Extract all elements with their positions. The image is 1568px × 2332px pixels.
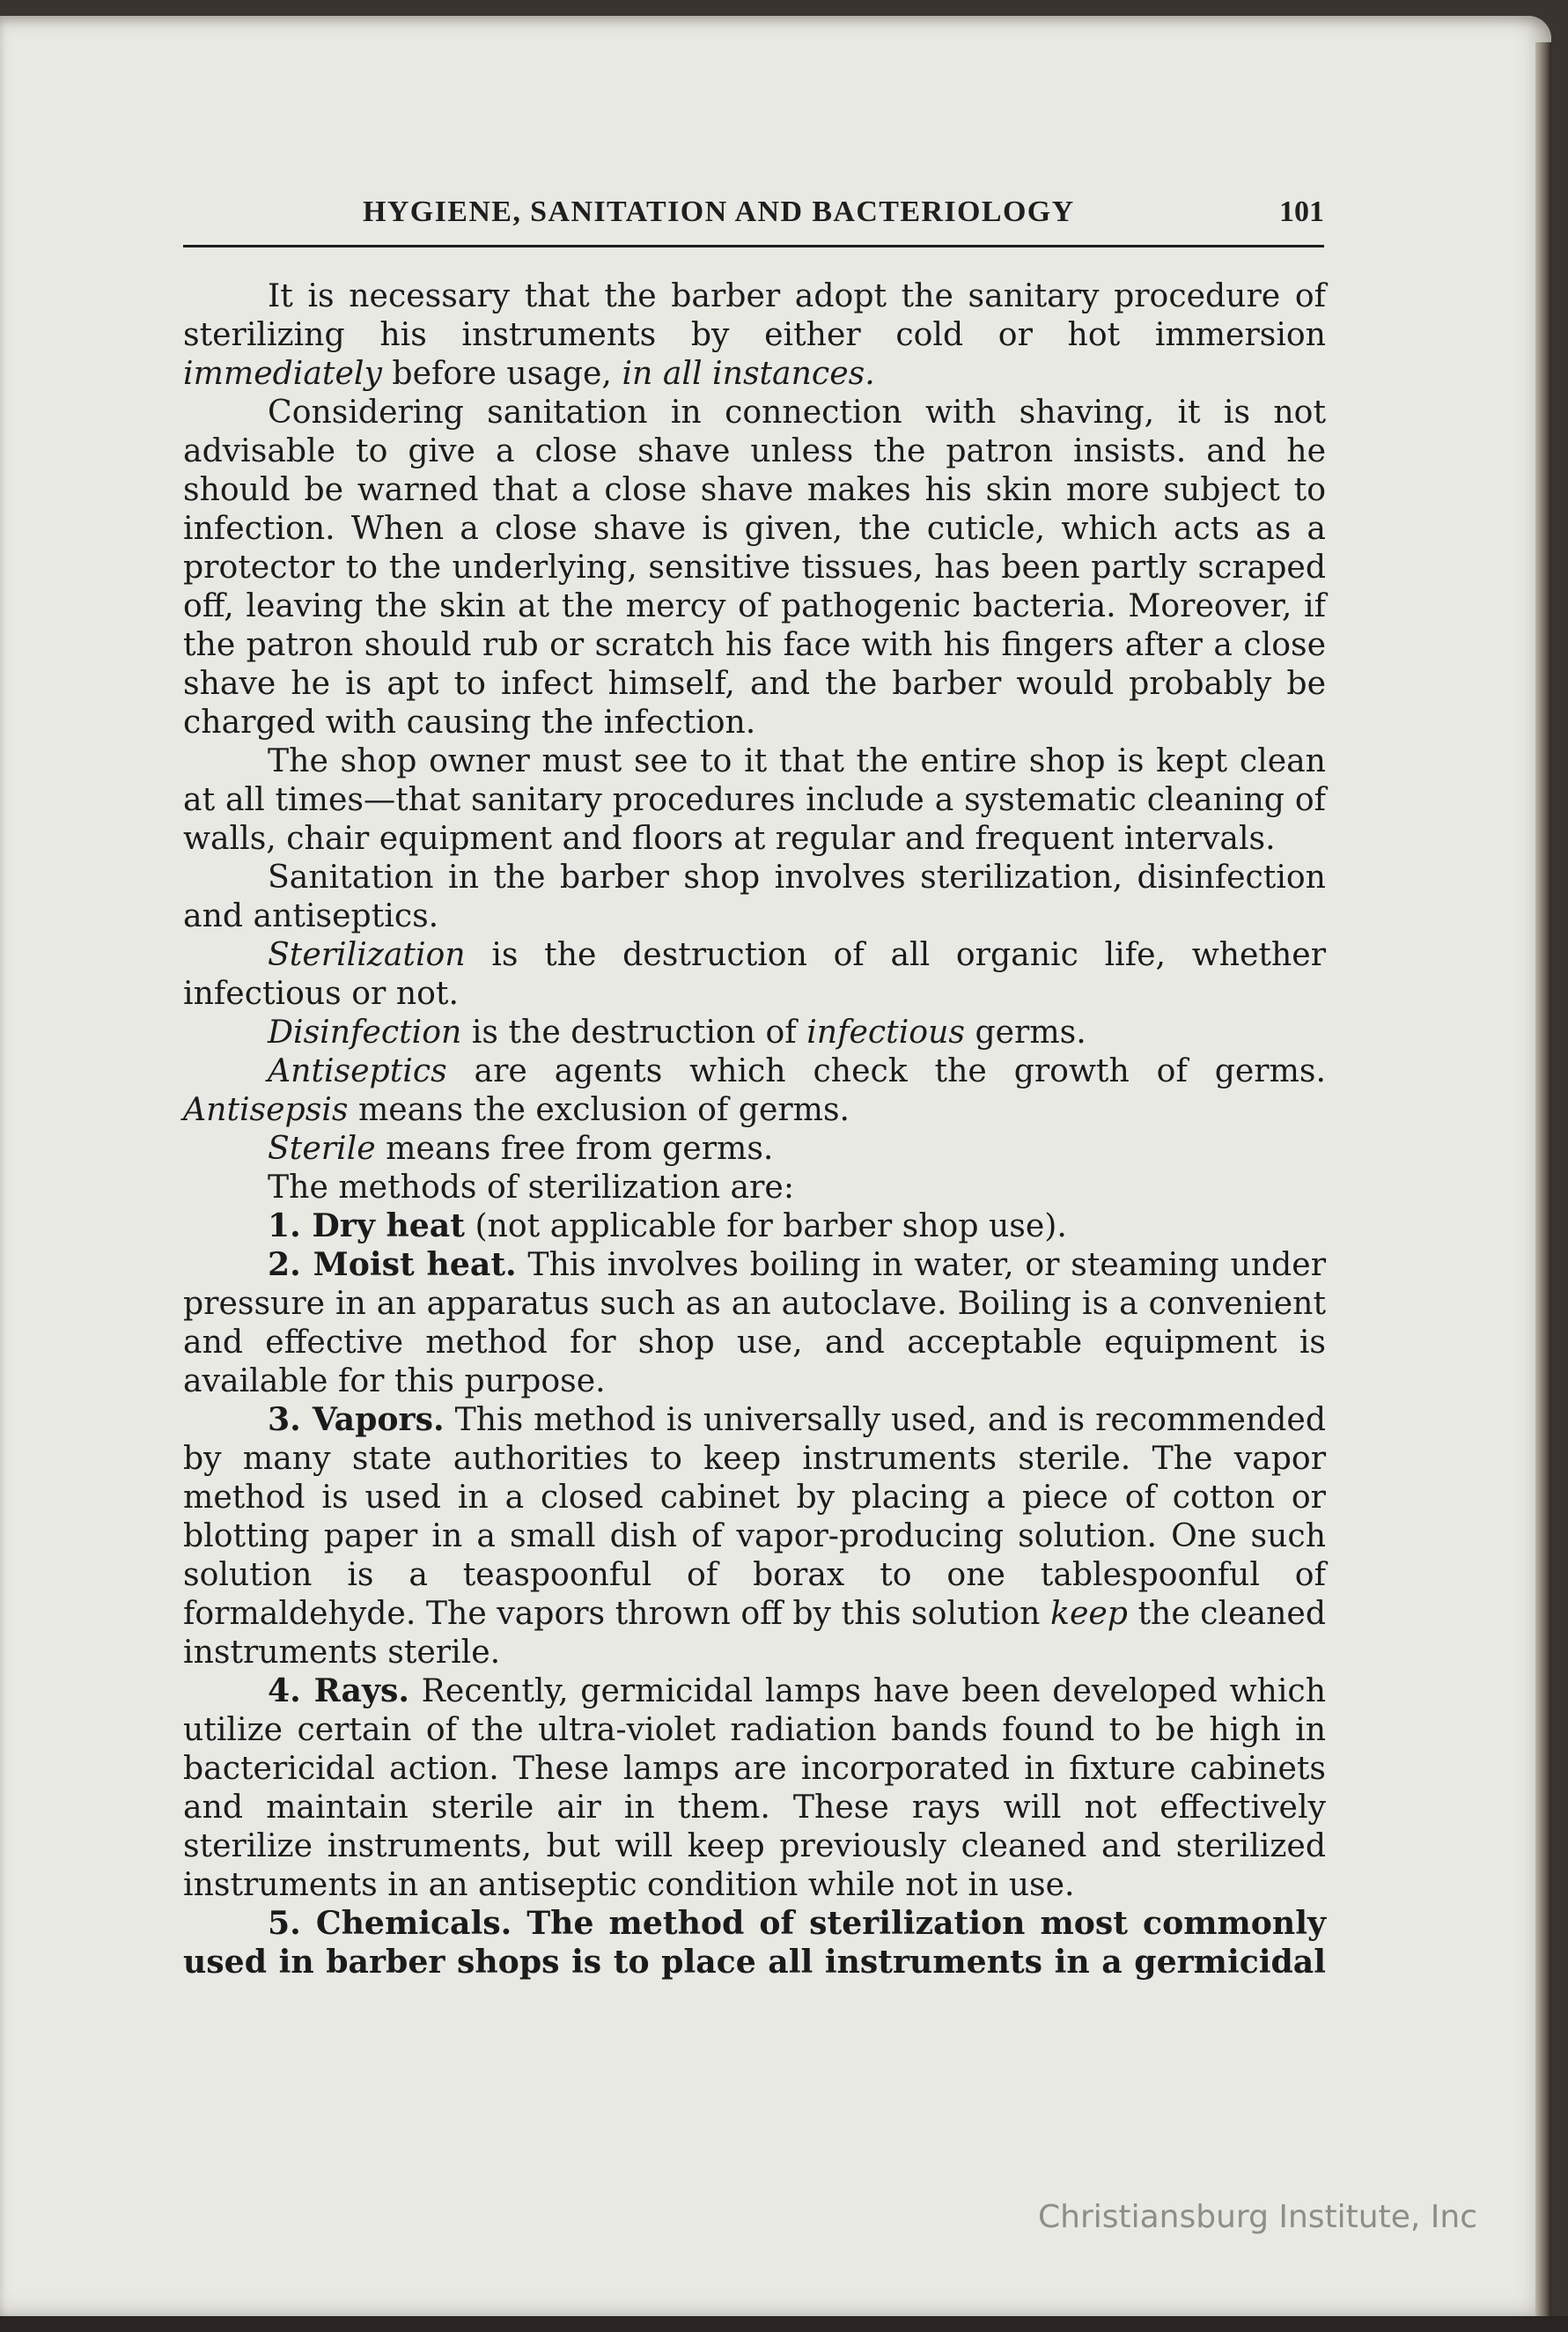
- paragraph-1: [183, 277, 1326, 393]
- paragraph-2: Considering sanitation in connection with shaving, it is not advisable to give a close shave unless the patron insists. and he should be warned that a close shave makes his skin more subject to infection. When a close shave is given, the cuticle, which acts as a protector to the underlying, sensitive tissues, has been partly scraped off, leaving the skin at the mercy of pathogenic bacteria. Moreover, if the patron should rub or scratch his face with his fingers after a close shave he is apt to infect himself, and the barber would probably be charged with causing the infection.: [183, 393, 1326, 741]
- definition-text: germs.: [964, 1013, 1086, 1051]
- term-disinfection: Disinfection: [268, 1013, 462, 1051]
- method-text: This involves boiling in water, or steaming under pressure in an apparatus such as an autoclave. Boiling is a convenient and effective method for shop use, and acceptable equipment is available for this purpose.: [183, 1245, 1326, 1399]
- watermark: Christiansburg Institute, Inc: [1037, 2199, 1477, 2235]
- definition-antiseptics: [183, 1052, 1326, 1090]
- page-number: 101: [1279, 196, 1324, 228]
- definition-text: means the exclusion of germs.: [348, 1090, 850, 1128]
- definition-text: means free from germs.: [375, 1129, 774, 1167]
- definition-text: is the destruction of: [461, 1013, 807, 1051]
- p1-text-b: before usage,: [381, 354, 622, 392]
- method-rays: [183, 1672, 1326, 1904]
- method-label: 3. Vapors.: [268, 1400, 445, 1438]
- definition-text: are agents which check the growth of germs.: [446, 1052, 1326, 1089]
- page-bottom-shadow: [0, 2316, 1568, 2332]
- method-text: Recently, germicidal lamps have been developed which utilize certain of the ultra-violet radiation bands found to be high in bactericidal action. These lamps are incorporated in fixture cabinets and maintain sterile air in them. These rays will not effectively sterilize instruments, but will keep previously cleaned and sterilized instruments in an antiseptic condition while not in use.: [183, 1672, 1326, 1903]
- method-text: This method is universally used, and is recommended by many state authorities to keep instruments sterile. The vapor method is used in a closed cabinet by placing a piece of cotton or blotting paper in a small dish of vapor-producing solution. One such solution is a teaspoonful of borax to one tablespoonful of formaldehyde. The vapors thrown off by this solution: [183, 1400, 1326, 1632]
- method-label: 1. Dry heat: [268, 1207, 465, 1244]
- running-head: HYGIENE, SANITATION AND BACTERIOLOGY: [363, 196, 1075, 228]
- paragraph-4: Sanitation in the barber shop involves sterilization, disinfection and antiseptics.: [183, 858, 1326, 934]
- term-sterilization: Sterilization: [268, 935, 466, 973]
- page-edge: [1535, 42, 1551, 2323]
- method-moist-heat: [183, 1245, 1326, 1400]
- page-header: [183, 196, 1324, 247]
- emphasis-infectious: infectious: [806, 1013, 965, 1051]
- definition-text: is the destruction of all organic life, whether infectious or not.: [183, 935, 1326, 1012]
- definition-sterilization: [183, 935, 1326, 1013]
- p1-emphasis-instances: in all instances.: [622, 354, 875, 392]
- method-chemicals: [183, 1904, 1326, 1981]
- method-label: 5. Chemicals.: [268, 1904, 512, 1942]
- method-dry-heat: [183, 1207, 1326, 1245]
- body-text: [183, 277, 1326, 1981]
- method-text: (not applicable for barber shop use).: [464, 1207, 1067, 1244]
- paragraph-3: The shop owner must see to it that the entire shop is kept clean at all times—that sanitary procedures include a systematic cleaning of walls, chair equipment and floors at regular and frequent intervals.: [183, 742, 1326, 857]
- emphasis-keep: keep: [1050, 1594, 1128, 1632]
- definition-sterile: [183, 1129, 1326, 1168]
- definition-disinfection: [183, 1013, 1326, 1052]
- term-antiseptics: Antiseptics: [268, 1052, 447, 1089]
- method-label: 4. Rays.: [268, 1672, 409, 1709]
- term-sterile: Sterile: [268, 1129, 376, 1167]
- method-label: 2. Moist heat.: [268, 1245, 517, 1283]
- p1-text-a: It is necessary that the barber adopt the sanitary procedure of sterilizing his instruments by either cold or hot immersion: [183, 277, 1326, 353]
- p1-emphasis-immediately: immediately: [183, 354, 382, 392]
- term-antisepsis: Antisepsis: [183, 1090, 349, 1128]
- definition-antisepsis: [183, 1090, 1326, 1129]
- method-text: the cleaned instruments sterile.: [183, 1594, 1326, 1671]
- paragraph-methods-intro: The methods of sterilization are:: [268, 1168, 795, 1206]
- method-text: The method of sterilization most commonly used in barber shops is to place all instruments in a germicidal: [183, 1904, 1327, 1981]
- book-page: [0, 16, 1551, 2316]
- method-vapors: [183, 1400, 1326, 1672]
